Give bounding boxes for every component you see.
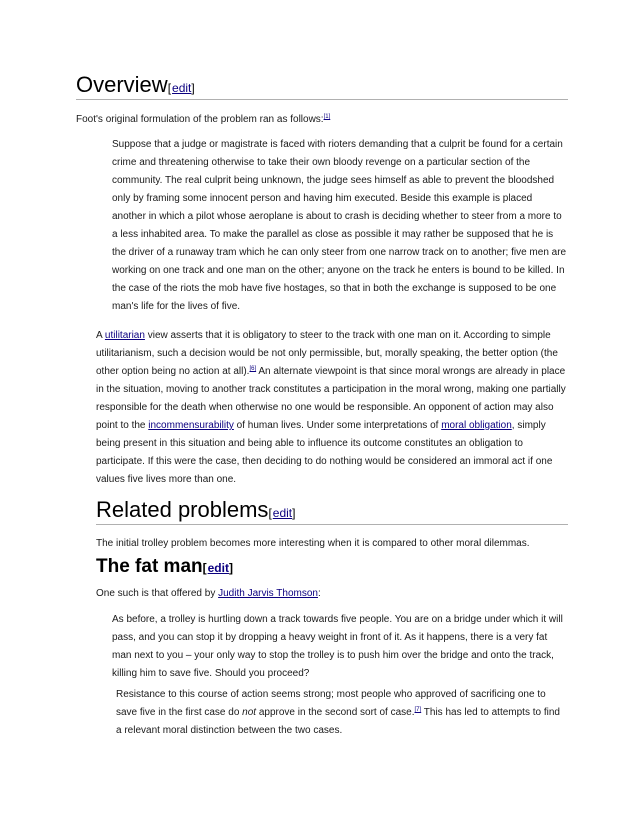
fat-man-quote: As before, a trolley is hurtling down a track towards five people. You are on a bridge under which it will pass, and you can stop it by dropping a heavy weight in front of it. As it happens, there is a very fat man next to you – your only way to stop the trolley is to push him over the bridge and onto the track, killing him to save five. Should you proceed?	[112, 614, 563, 679]
related-edit-link[interactable]: edit	[272, 506, 293, 520]
citation-1[interactable]: [1]	[323, 114, 331, 120]
overview-edit-link[interactable]: edit	[172, 81, 192, 95]
overview-title: Overview	[76, 72, 168, 97]
fat-man-title: The fat man	[96, 556, 203, 577]
related-problems-title: Related problems	[96, 497, 269, 522]
related-problems-heading: Related problems[edit]	[96, 497, 296, 522]
related-text: The initial trolley problem becomes more interesting when it is compared to other moral dilemmas.	[96, 538, 530, 549]
moral-obligation-link[interactable]: moral obligation	[441, 420, 512, 431]
foot-quote: Suppose that a judge or magistrate is faced with rioters demanding that a culprit be found for a certain crime and threatening otherwise to take their own bloody revenge on a particular section of the community. The real culprit being unknown, the judge sees himself as able to prevent the bloodshed only by framing some innocent person and having him executed. Beside this example is placed another in which a pilot whose aeroplane is about to crash is deciding whether to steer from a more to a less inhabited area. To make the parallel as close as possible it may rather be supposed that he is the driver of a runaway tram which he can only steer from one narrow track on to another; five men are working on one track and one man on the other; anyone on the track he enters is bound to be killed. In the case of the riots the mob have five hostages, so that in both the exchange is supposed to be one man's life for the lives of five.	[112, 139, 567, 312]
related-rule	[96, 524, 568, 525]
intro-text: Foot's original formulation of the problem ran as follows:[1]	[76, 114, 331, 125]
utilitarian-paragraph: A utilitarian view asserts that it is obligatory to steer to the track with one man on it. According to simple utilitarianism, such a decision would be not only permissible, but, morally speaking, the better option (the other option being no action at all).[6] An alternate viewpoint is that since moral wrongs are already in place in the situation, moving to another track constitutes a participation in the moral wrong, making one partially responsible for the death when otherwise no one would be responsible. An opponent of action may also point to the incommensurability of human lives. Under some interpretations of moral obligation, simply being present in this situation and being able to influence its outcome constitutes an obligation to participate. If this were the case, then deciding to do nothing would be considered an immoral act if one values five lives more than one.	[96, 330, 566, 485]
resistance-paragraph: Resistance to this course of action seems strong; most people who approved of sacrificing one to save five in the first case do not approve in the second sort of case.[7] This has led to attempts to find a relevant moral distinction between the two cases.	[116, 689, 560, 736]
citation-6[interactable]: [6]	[249, 366, 257, 372]
overview-rule	[76, 99, 568, 100]
utilitarian-link[interactable]: utilitarian	[104, 330, 145, 341]
offered-text: One such is that offered by Judith Jarvis Thomson:	[96, 588, 321, 599]
fat-man-heading: The fat man[edit]	[96, 556, 233, 577]
citation-7[interactable]: [7]	[414, 707, 422, 713]
incommensurability-link[interactable]: incommensurability	[148, 420, 234, 431]
fat-man-edit-link[interactable]: edit	[207, 561, 229, 575]
overview-heading: Overview[edit]	[76, 72, 195, 97]
judith-jarvis-thomson-link[interactable]: Judith Jarvis Thomson	[218, 588, 318, 599]
